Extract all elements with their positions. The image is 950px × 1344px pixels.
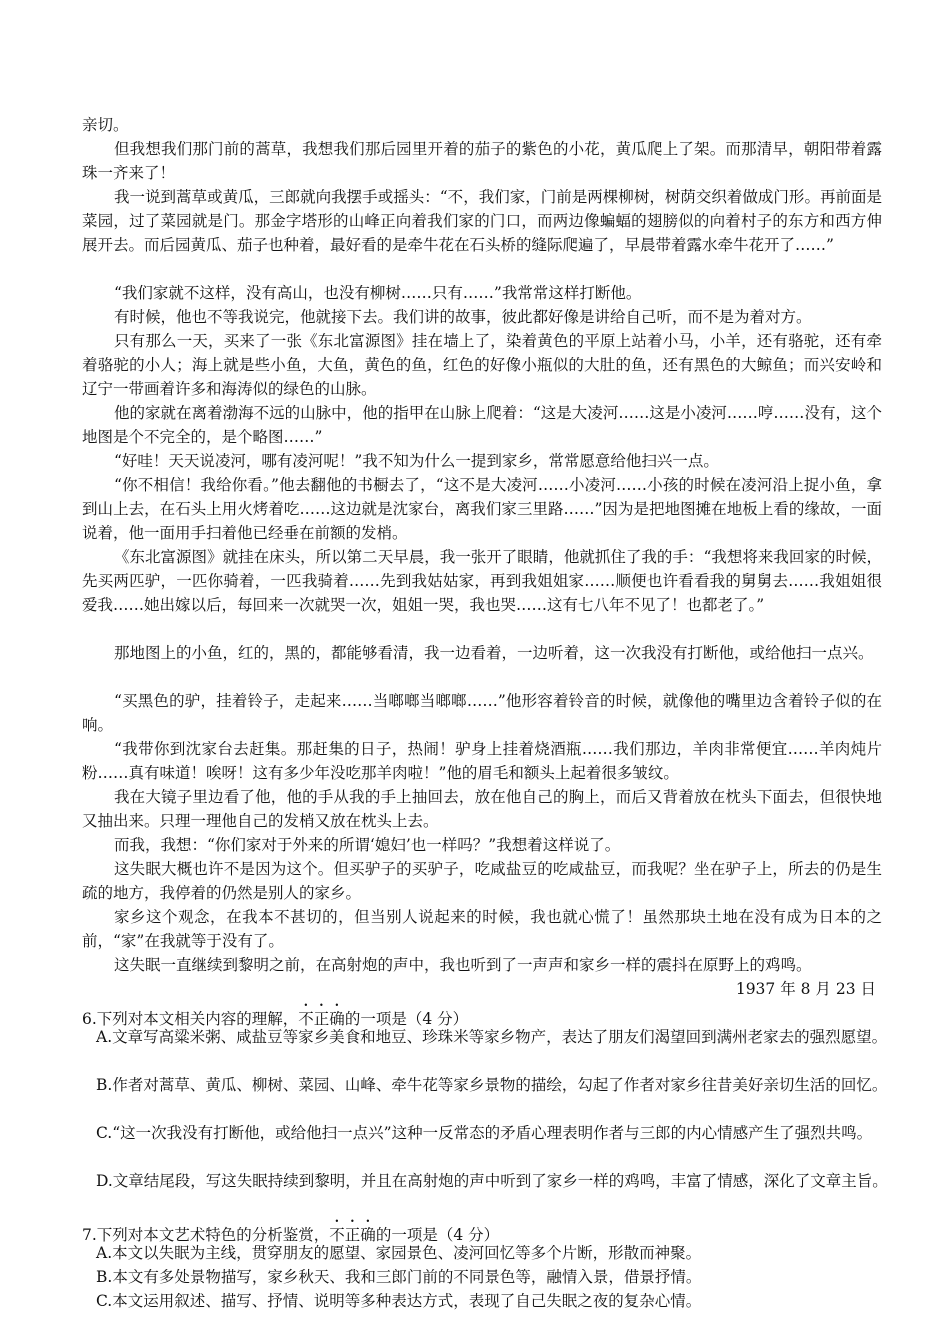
paragraph: 这失眠一直继续到黎明之前，在高射炮的声中，我也听到了一声声和家乡一样的震抖在原野上的鸡鸣。 bbox=[114, 956, 812, 974]
paragraph: “买黑色的驴，挂着铃子，走起来……当啷啷当啷啷……”他形容着铃音的时候，就像他的嘴里边含着铃子似的在响。 bbox=[82, 692, 882, 734]
option-d: D.文章结尾段，写这失眠持续到黎明，并且在高射炮的声中听到了家乡一样的鸡鸣，丰富了情感，深化了文章主旨。 bbox=[96, 1172, 888, 1190]
paragraph: 他的家就在离着渤海不远的山脉中，他的指甲在山脉上爬着：“这是大凌河……这是小凌河……哼……没有，这个地图是个不完全的，是个略图……” bbox=[82, 404, 882, 446]
paragraph: 而我，我想：“你们家对于外来的所谓‘媳妇’也一样吗？”我想着这样说了。 bbox=[114, 836, 621, 854]
option-a: A.本文以失眠为主线，贯穿朋友的愿望、家园景色、凌河回忆等多个片断，形散而神聚。 bbox=[96, 1244, 702, 1262]
question-stem-text: 6.下列对本文相关内容的理解， bbox=[82, 1010, 299, 1028]
paragraph: “我们家就不这样，没有高山，也没有柳树……只有……”我常常这样打断他。 bbox=[114, 284, 642, 302]
question-stem-text: 的一项是（4 分） bbox=[344, 1010, 469, 1028]
option-c: C.“这一次我没有打断他，或给他扫一点兴”这种一反常态的矛盾心理表明作者与三郎的内心情感产生了强烈共鸣。 bbox=[96, 1124, 873, 1142]
paragraph: “你不相信！我给你看。”他去翻他的书橱去了，“这不是大凌河……小凌河……小孩的时候在凌河沿上捉小鱼，拿到山上去，在石头上用火烤着吃……这边就是沈家台，离我们家三里路……”因为是把地图摊在地板上看的缘故，一面说着，他一面用手扫着他已经垂在前额的发梢。 bbox=[82, 476, 882, 542]
paragraph: 那地图上的小鱼，红的，黑的，都能够看清，我一边看着，一边听着，这一次我没有打断他，或给他扫一点兴。 bbox=[114, 644, 874, 662]
date-line: 1937 年 8 月 23 日 bbox=[735, 980, 876, 998]
paragraph: 只有那么一天，买来了一张《东北富源图》挂在墙上了，染着黄色的平原上站着小马，小羊，还有骆驼，还有牵着骆驼的小人；海上就是些小鱼，大鱼，黄色的鱼，红色的好像小瓶似的大肚的鱼，还有黑色的大鲸鱼；而兴安岭和辽宁一带画着许多和海涛似的绿色的山脉。 bbox=[82, 332, 882, 398]
option-c: C.本文运用叙述、描写、抒情、说明等多种表达方式，表现了自己失眠之夜的复杂心情。 bbox=[96, 1292, 702, 1310]
option-b: B.本文有多处景物描写，家乡秋天、我和三郎门前的不同景色等，融情入景，借景抒情。 bbox=[96, 1268, 702, 1286]
paragraph: 亲切。 bbox=[82, 116, 129, 134]
emphasis-text: 不正确 bbox=[298, 1010, 345, 1028]
paragraph: “我带你到沈家台去赶集。那赶集的日子，热闹！驴身上挂着烧酒瓶……我们那边，羊肉非常便宜……羊肉炖片粉……真有味道！唉呀！这有多少年没吃那羊肉啦！”他的眉毛和额头上起着很多皱纹。 bbox=[82, 740, 882, 782]
paragraph: 我在大镜子里边看了他，他的手从我的手上抽回去，放在他自己的胸上，而后又背着放在枕头下面去，但很快地又抽出来。只理一理他自己的发梢又放在枕头上去。 bbox=[82, 788, 882, 830]
emphasis-text: 不正确 bbox=[329, 1226, 376, 1244]
paragraph: 家乡这个观念，在我本不甚切的，但当别人说起来的时候，我也就心慌了！虽然那块土地在没有成为日本的之前，“家”在我就等于没有了。 bbox=[82, 908, 882, 950]
paragraph: 我一说到蒿草或黄瓜，三郎就向我摆手或摇头：“不，我们家，门前是两棵柳树，树荫交织着做成门形。再前面是菜园，过了菜园就是门。那金字塔形的山峰正向着我们家的门口，而两边像蝙蝠的翅膀似的向着村子的东方和西方伸展开去。而后园黄瓜、茄子也种着，最好看的是牵牛花在石头桥的缝际爬遍了，早晨带着露水牵牛花开了……” bbox=[82, 188, 882, 254]
paragraph: 《东北富源图》就挂在床头，所以第二天早晨，我一张开了眼睛，他就抓住了我的手：“我想将来我回家的时候，先买两匹驴，一匹你骑着，一匹我骑着……先到我姑姑家，再到我姐姐家……顺便也许看看我的舅舅去……我姐姐很爱我……她出嫁以后，每回来一次就哭一次，姐姐一哭，我也哭……这有七八年不见了！也都老了。” bbox=[82, 548, 882, 614]
paragraph: “好哇！天天说凌河，哪有凌河呢！”我不知为什么一提到家乡，常常愿意给他扫兴一点。 bbox=[114, 452, 719, 470]
option-b: B.作者对蒿草、黄瓜、柳树、菜园、山峰、牵牛花等家乡景物的描绘，勾起了作者对家乡往昔美好亲切生活的回忆。 bbox=[96, 1076, 888, 1094]
paragraph: 有时候，他也不等我说完，他就接下去。我们讲的故事，彼此都好像是讲给自己听，而不是为着对方。 bbox=[114, 308, 812, 326]
paragraph: 这失眠大概也许不是因为这个。但买驴子的买驴子，吃咸盐豆的吃咸盐豆，而我呢？坐在驴子上，所去的仍是生疏的地方，我停着的仍然是别人的家乡。 bbox=[82, 860, 882, 902]
option-a: A.文章写高粱米粥、咸盐豆等家乡美食和地豆、珍珠米等家乡物产，表达了朋友们渴望回到满州老家去的强烈愿望。 bbox=[96, 1028, 888, 1046]
paragraph: 但我想我们那门前的蒿草，我想我们那后园里开着的茄子的紫色的小花，黄瓜爬上了架。而那清早，朝阳带着露珠一齐来了！ bbox=[82, 140, 882, 182]
question-stem-text: 的一项是（4 分） bbox=[375, 1226, 500, 1244]
question-stem-text: 7.下列对本文艺术特色的分析鉴赏， bbox=[82, 1226, 330, 1244]
